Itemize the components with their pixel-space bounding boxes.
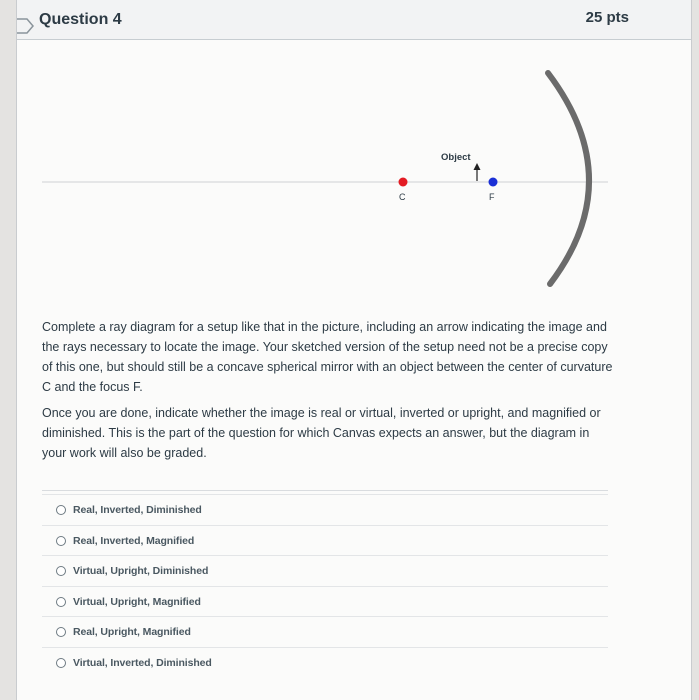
object-label: Object xyxy=(441,152,471,163)
radio-button[interactable] xyxy=(56,536,66,546)
question-text-paragraph-1: Complete a ray diagram for a setup like that in the picture, including an arrow indicating the image and the rays necessary to locate the image. Your sketched version of the setup need not be a precise copy of this one, but should still be a concave spherical mirror with an object between the center of curvature C and the focus F. xyxy=(42,320,613,394)
question-points: 25 pts xyxy=(585,9,629,26)
question-card xyxy=(16,0,692,700)
radio-button[interactable] xyxy=(56,597,66,607)
answer-option[interactable] xyxy=(42,616,608,647)
answer-label: Real, Inverted, Magnified xyxy=(73,534,195,547)
answer-label: Real, Inverted, Diminished xyxy=(73,504,202,516)
answer-option[interactable] xyxy=(42,647,608,678)
answer-label: Real, Upright, Magnified xyxy=(73,626,191,638)
radio-button[interactable] xyxy=(56,627,66,637)
answer-label: Virtual, Inverted, Diminished xyxy=(73,656,212,669)
concave-mirror xyxy=(548,73,589,284)
center-of-curvature-point xyxy=(399,178,408,187)
answer-option[interactable] xyxy=(42,494,608,525)
answer-option[interactable] xyxy=(42,586,608,617)
question-title: Question 4 xyxy=(39,11,122,28)
mirror-diagram xyxy=(17,0,693,320)
radio-button[interactable] xyxy=(56,658,66,668)
focus-point xyxy=(489,178,498,187)
question-text-paragraph-2: Once you are done, indicate whether the image is real or virtual, inverted or upright, and magnified or diminished. This is the part of the question for which Canvas expects an answer, but the diagram in your work will also be graded. xyxy=(42,406,601,460)
answer-label: Virtual, Upright, Magnified xyxy=(73,595,201,608)
object-arrow-head xyxy=(474,163,481,170)
answer-option[interactable] xyxy=(42,555,608,586)
answer-option[interactable] xyxy=(42,525,608,556)
center-label: C xyxy=(399,192,406,202)
focus-label: F xyxy=(489,192,495,202)
radio-button[interactable] xyxy=(56,566,66,576)
answers-divider xyxy=(42,490,608,491)
radio-button[interactable] xyxy=(56,505,66,515)
answer-label: Virtual, Upright, Diminished xyxy=(73,565,209,577)
